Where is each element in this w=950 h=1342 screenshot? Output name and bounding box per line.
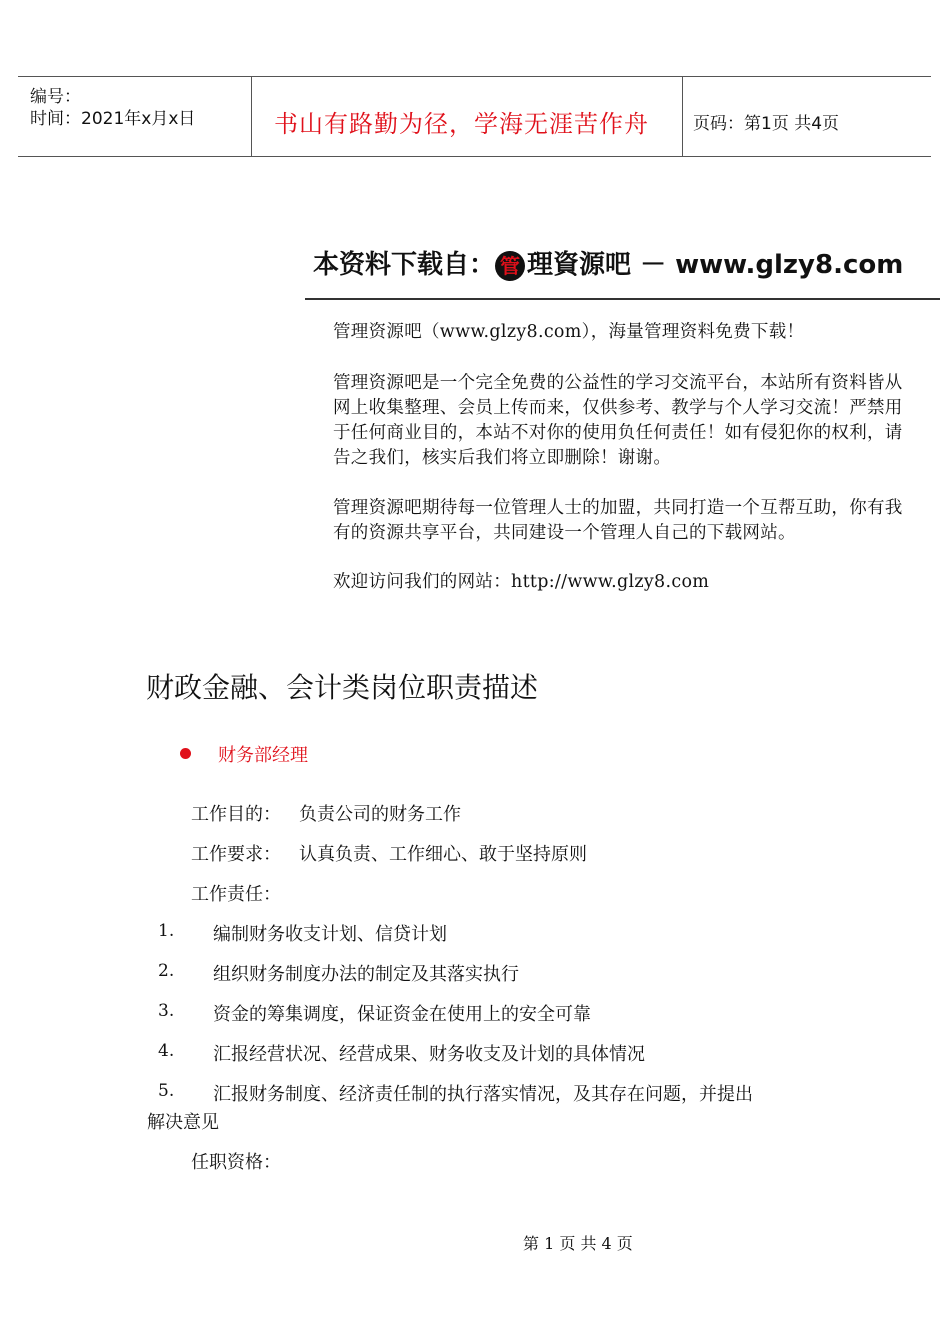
- purpose-row: [191, 800, 461, 826]
- duty-number-5: 5.: [158, 1081, 175, 1101]
- section-heading: 财务部经理: [218, 745, 308, 766]
- duty-number-1: 1.: [158, 921, 175, 941]
- banner-rule: [305, 298, 940, 300]
- duty-number-4: 4.: [158, 1041, 175, 1061]
- intro-paragraph-2: 管理资源吧是一个完全免费的公益性的学习交流平台，本站所有资料皆从网上收集整理、会员上传而来，仅供参考、教学与个人学习交流！严禁用于任何商业目的，本站不对你的使用负任何责任！如有侵犯你的权利，请告之我们，核实后我们将立即删除！谢谢。: [333, 373, 903, 468]
- duty-number-3: 3.: [158, 1001, 175, 1021]
- header-divider-2: [682, 76, 683, 157]
- intro-paragraph-1: 管理资源吧（www.glzy8.com），海量管理资料免费下载！: [333, 322, 805, 342]
- header-bottom-rule: [18, 156, 931, 157]
- header-number-label: 编号：: [30, 87, 81, 107]
- document-title: 财政金融、会计类岗位职责描述: [146, 671, 539, 704]
- duty-text-5-continuation: 解决意见: [147, 1112, 219, 1133]
- duty-number-2: 2.: [158, 961, 175, 981]
- header-page-label: 页码：第1页 共4页: [693, 114, 840, 134]
- qualification-label: 任职资格：: [191, 1152, 281, 1173]
- intro-block: [333, 320, 918, 345]
- duty-label: 工作责任：: [191, 884, 281, 905]
- header-top-rule: [18, 76, 931, 77]
- banner-site-name: 理資源吧 － www.glzy8.com: [527, 250, 904, 280]
- glzy8-logo-icon: 管: [495, 251, 525, 281]
- duty-text-4: 汇报经营状况、经营成果、财务收支及计划的具体情况: [213, 1044, 645, 1065]
- intro-paragraph-3: 管理资源吧期待每一位管理人士的加盟，共同打造一个互帮互助，你有我有的资源共享平台，共同建设一个管理人自己的下载网站。: [333, 498, 903, 543]
- header-divider-1: [251, 76, 252, 157]
- requirement-row: [191, 840, 587, 866]
- intro-paragraph-4: 欢迎访问我们的网站：http://www.glzy8.com: [333, 572, 710, 592]
- section-bullet-icon: [180, 748, 191, 759]
- duty-text-5: 汇报财务制度、经济责任制的执行落实情况，及其存在问题，并提出: [213, 1084, 753, 1105]
- purpose-label: 工作目的：: [191, 804, 281, 825]
- duty-text-2: 组织财务制度办法的制定及其落实执行: [213, 964, 519, 985]
- duty-text-3: 资金的筹集调度，保证资金在使用上的安全可靠: [213, 1004, 591, 1025]
- download-banner: [313, 244, 903, 281]
- duty-text-1: 编制财务收支计划、信贷计划: [213, 924, 447, 945]
- intro-block-3: [333, 496, 918, 546]
- page-footer: 第 1 页 共 4 页: [523, 1234, 633, 1253]
- purpose-value: 负责公司的财务工作: [299, 804, 461, 825]
- requirement-value: 认真负责、工作细心、敢于坚持原则: [299, 844, 587, 865]
- banner-prefix: 本资料下载自：: [313, 250, 496, 280]
- header-motto: 书山有路勤为径，学海无涯苦作舟: [274, 110, 649, 138]
- intro-block-2: [333, 371, 918, 471]
- header-time-label: 时间：2021年x月x日: [30, 109, 196, 129]
- intro-block-4: [333, 570, 918, 595]
- requirement-label: 工作要求：: [191, 844, 281, 865]
